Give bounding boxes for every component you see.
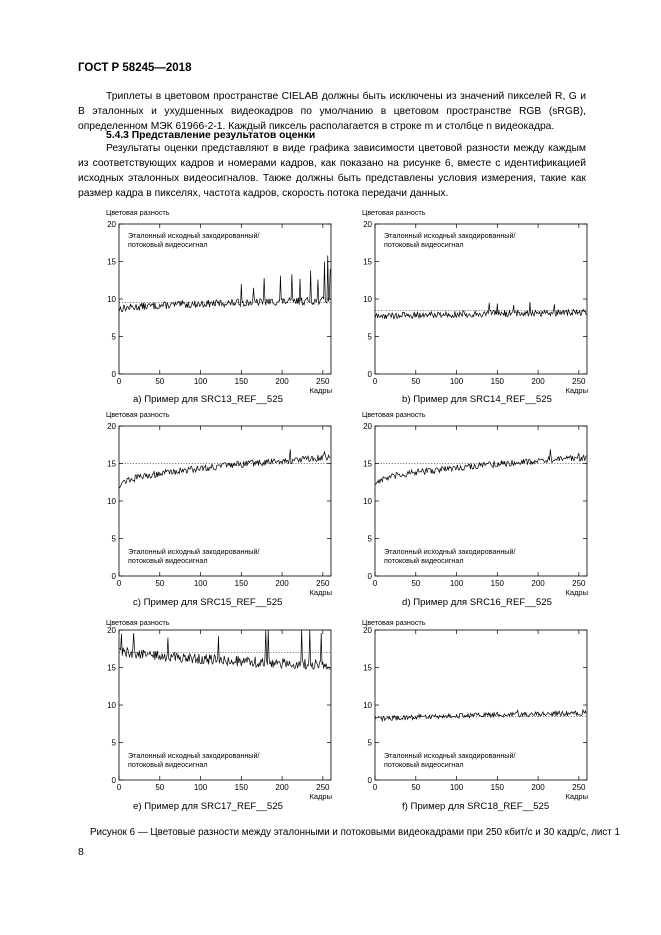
x-tick-label: 50 [411,579,421,588]
y-tick-label: 15 [363,257,372,267]
y-tick-label: 15 [363,459,372,469]
x-tick-label: 200 [275,783,289,792]
x-tick-label: 150 [234,783,248,792]
x-tick-label: 250 [572,377,586,386]
chart-e [107,626,332,801]
chart-c-ylabel: Цветовая разность [106,410,170,419]
x-tick-label: 100 [193,377,208,386]
figure-caption: Рисунок 6 — Цветовые разности между эталонными и потоковыми видеокадрами при 250 кбит/с и 30 кадр/с, лист 1 [90,827,620,838]
y-tick-label: 20 [107,220,116,229]
series-line [375,449,586,485]
legend-label: потоковый видеосигнал [384,556,464,565]
legend-label: потоковый видеосигнал [128,240,208,249]
y-tick-label: 15 [107,459,116,469]
y-tick-label: 5 [111,534,116,544]
y-tick-label: 5 [111,738,116,748]
chart-a-caption: a) Пример для SRC13_REF__525 [133,394,283,405]
x-axis-label: Кадры [565,792,588,801]
legend-label: Эталонный исходный закодированный/ [384,751,516,760]
y-tick-label: 0 [367,370,372,379]
page-number: 8 [78,846,84,858]
series-line [119,630,330,669]
legend-label: Эталонный исходный закодированный/ [128,751,260,760]
chart-a-ylabel: Цветовая разность [106,208,170,217]
x-tick-label: 50 [411,377,421,386]
y-tick-label: 10 [107,701,116,710]
x-tick-label: 50 [155,579,165,588]
x-tick-label: 150 [490,783,504,792]
x-tick-label: 50 [155,783,165,792]
y-tick-label: 20 [107,422,116,431]
x-tick-label: 250 [316,783,330,792]
legend-label: Эталонный исходный закодированный/ [384,231,516,240]
x-tick-label: 0 [116,783,122,792]
y-tick-label: 20 [363,626,372,635]
y-tick-label: 0 [111,776,116,785]
y-tick-label: 20 [107,626,116,635]
x-tick-label: 0 [372,783,378,792]
x-tick-label: 200 [275,377,289,386]
legend-label: потоковый видеосигнал [128,556,208,565]
chart-b-ylabel: Цветовая разность [362,208,426,217]
paragraph-results [78,141,586,201]
chart-d-ylabel: Цветовая разность [362,410,426,419]
legend-label: Эталонный исходный закодированный/ [128,547,260,556]
x-tick-label: 100 [449,377,464,386]
legend-label: потоковый видеосигнал [384,760,464,769]
chart-f-ylabel: Цветовая разность [362,618,426,627]
x-tick-label: 250 [572,783,586,792]
x-axis-label: Кадры [309,792,332,801]
x-tick-label: 150 [490,377,504,386]
chart-d [363,422,588,597]
x-tick-label: 0 [372,377,378,386]
y-tick-label: 10 [363,701,372,710]
x-tick-label: 250 [316,579,330,588]
legend-label: потоковый видеосигнал [128,760,208,769]
section-heading: 5.4.3 Представление результатов оценки [106,130,316,141]
legend-label: Эталонный исходный закодированный/ [128,231,260,240]
paragraph-results-text: Результаты оценки представляют в виде графика зависимости цветовой разности между каждым из соответствующих кадров и номерами кадров, как показано на рисунке 6, вместе с идентификацией исходных эталонных видеосигналов. Также должны быть представлены условия измерения, такие как размер кадра в пикселях, частота кадров, скорость потока передачи данных. [78,143,586,199]
y-tick-label: 20 [363,220,372,229]
x-tick-label: 0 [372,579,378,588]
chart-e-ylabel: Цветовая разность [106,618,170,627]
paragraph-cielab [78,89,586,134]
x-tick-label: 100 [193,579,208,588]
legend-label: потоковый видеосигнал [384,240,464,249]
y-tick-label: 5 [367,332,372,342]
chart-a [107,220,332,395]
x-tick-label: 0 [116,377,122,386]
series-line [375,710,586,722]
y-tick-label: 15 [107,257,116,267]
y-tick-label: 0 [367,776,372,785]
x-tick-label: 150 [234,377,248,386]
x-axis-label: Кадры [309,386,332,395]
x-axis-label: Кадры [309,588,332,597]
x-tick-label: 250 [316,377,330,386]
chart-b-caption: b) Пример для SRC14_REF__525 [402,394,552,405]
y-tick-label: 0 [111,572,116,581]
x-tick-label: 250 [572,579,586,588]
y-tick-label: 5 [111,332,116,342]
document-header: ГОСТ Р 58245—2018 [78,62,192,74]
x-tick-label: 200 [531,377,545,386]
chart-d-caption: d) Пример для SRC16_REF__525 [402,597,552,608]
y-tick-label: 10 [363,497,372,506]
x-tick-label: 150 [490,579,504,588]
x-tick-label: 50 [155,377,165,386]
x-tick-label: 100 [449,579,464,588]
x-tick-label: 100 [449,783,464,792]
x-tick-label: 200 [531,579,545,588]
chart-f-caption: f) Пример для SRC18_REF__525 [402,801,550,812]
y-tick-label: 5 [367,738,372,748]
chart-c [107,422,332,597]
x-tick-label: 150 [234,579,248,588]
x-tick-label: 50 [411,783,421,792]
series-line [119,256,330,312]
chart-c-caption: c) Пример для SRC15_REF__525 [133,597,283,608]
y-tick-label: 0 [367,572,372,581]
y-tick-label: 15 [363,663,372,673]
chart-b [363,220,588,395]
y-tick-label: 15 [107,663,116,673]
paragraph-cielab-text: Триплеты в цветовом пространстве CIELAB должны быть исключены из значений пикселей R, G и B эталонных и ухудшенных видеокадров по умолчанию в цветовом пространстве RGB (sRGB), определенном МЭК 61966-2-1. Каждый пиксель располагается в строке m и столбце n видеокадра. [78,91,586,132]
x-tick-label: 200 [275,579,289,588]
y-tick-label: 0 [111,370,116,379]
x-tick-label: 200 [531,783,545,792]
y-tick-label: 20 [363,422,372,431]
y-tick-label: 10 [107,497,116,506]
legend-label: Эталонный исходный закодированный/ [384,547,516,556]
x-axis-label: Кадры [565,588,588,597]
x-tick-label: 100 [193,783,208,792]
y-tick-label: 5 [367,534,372,544]
series-line [119,449,330,487]
y-tick-label: 10 [107,295,116,304]
chart-f [363,626,588,801]
x-axis-label: Кадры [565,386,588,395]
x-tick-label: 0 [116,579,122,588]
y-tick-label: 10 [363,295,372,304]
chart-e-caption: e) Пример для SRC17_REF__525 [133,801,283,812]
